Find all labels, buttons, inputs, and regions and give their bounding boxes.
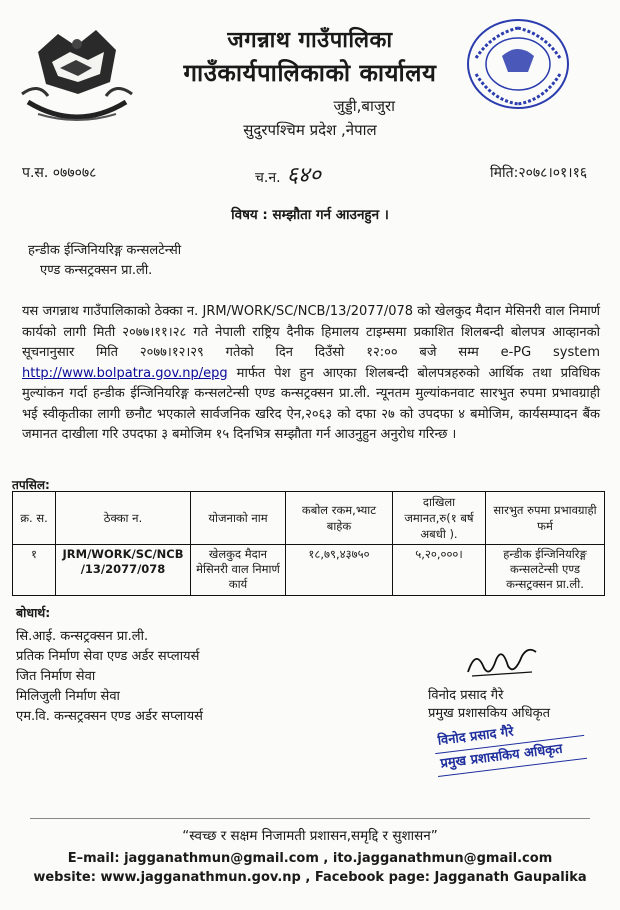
addressee-line-2: एण्ड कन्सट्रक्सन प्रा.ली. bbox=[40, 263, 153, 278]
office-province: सुदुरपश्चिम प्रदेश ,नेपाल bbox=[243, 121, 377, 139]
list-item: जित निर्माण सेवा bbox=[16, 669, 96, 684]
bolpatra-link[interactable]: http://www.bolpatra.gov.np/epg bbox=[22, 365, 228, 381]
footer-email: E–mail: jagganathmun@gmail.com , ito.jagganathmun@gmail.com bbox=[67, 851, 553, 866]
letter-date: मिति:२०७८।०१।१६ bbox=[490, 165, 588, 181]
cc-label: बोधार्थ: bbox=[16, 605, 51, 620]
cell-guarantee: ५,२०,०००। bbox=[393, 545, 486, 596]
name-seal bbox=[433, 713, 588, 781]
cell-contract: JRM/WORK/SC/NCB /13/2077/078 bbox=[56, 545, 191, 596]
patra-sankhya: प.स. ०७७०७८ bbox=[22, 165, 97, 181]
footer-motto: “स्वच्छ र सक्षम निजामती प्रशासन,समृद्दि र सुशासन” bbox=[182, 828, 438, 844]
table-header-row bbox=[13, 492, 605, 545]
cell-sn: १ bbox=[13, 545, 56, 596]
office-location: जुड्डी,बाजुरा bbox=[333, 97, 395, 115]
list-item: एम.वि. कन्सट्रक्सन एण्ड अर्डर सप्लायर्स bbox=[16, 709, 203, 724]
cc-list bbox=[16, 627, 203, 727]
addressee-line-1: हन्डीक ईन्जिनियरिङ्ग कन्सलटेन्सी bbox=[28, 243, 182, 258]
cell-project: खेलकुद मैदान मेसिनरी वाल निमार्ण कार्य bbox=[191, 545, 286, 596]
footer-website: website: www.jagganathmun.gov.np , Facebook page: Jagganath Gaupalika bbox=[33, 870, 587, 885]
handwritten-signature bbox=[462, 642, 542, 682]
signatory-title: प्रमुख प्रशासकिय अधिकृत bbox=[428, 706, 551, 721]
signatory-name: विनोद प्रसाद गैरे bbox=[428, 688, 504, 703]
table-row bbox=[13, 545, 605, 596]
header-contract: ठेक्का न. bbox=[56, 492, 191, 545]
office-name: गाउँकार्यपालिकाको कार्यालय bbox=[183, 59, 437, 87]
list-item: मिलिजुली निर्माण सेवा bbox=[16, 689, 120, 704]
body-text-part-1: यस जगन्नाथ गाउँपालिकाको ठेक्का न. JRM/WORK/SC/NCB/13/2077/078 को खेलकुद मैदान मेसिनरी वाल निमार्ण कार्यको लागी मिती २०७७।११।२८ गते नेपाली राष्ट्रिय दैनीक हिमालय टाइम्समा प्रकाशित शिलबन्दी बोलपत्र आव्हानको सूचनानुसार मिति २०७७।१२।२९ गतेको दिन दिउँसो १२:०० बजे सम्म e-PG system bbox=[22, 304, 600, 360]
seal-title: प्रमुख प्रशासकिय अधिकृत bbox=[435, 736, 587, 777]
header-firm: सारभुत रुपमा प्रभावग्राही फर्म bbox=[486, 492, 605, 545]
subject-line: विषय : सम्झौता गर्न आउनहुन । bbox=[231, 207, 389, 223]
header-guarantee: दाखिला जमानत,रु(१ बर्ष अबधी ). bbox=[393, 492, 486, 545]
list-item: सि.आई. कन्सट्रक्सन प्रा.ली. bbox=[16, 629, 149, 644]
cell-amount: १८,७९,४३७५० bbox=[286, 545, 393, 596]
org-name: जगन्नाथ गाउँपालिका bbox=[227, 28, 393, 53]
chalani-value: ६४० bbox=[286, 163, 321, 188]
seal-name: विनोद प्रसाद गैरे bbox=[433, 713, 585, 754]
table-label: तपसिल: bbox=[12, 478, 50, 492]
body-paragraph bbox=[22, 302, 600, 446]
footer-divider bbox=[30, 818, 590, 819]
chalani-number bbox=[255, 159, 321, 189]
cell-firm: हन्डीक ईन्जिनियरिङ्ग कन्सलटेन्सी एण्ड कन्सट्रक्सन प्रा.ली. bbox=[486, 545, 605, 596]
chalani-label: च.न. bbox=[255, 170, 281, 186]
header-sn: क्र. स. bbox=[13, 492, 56, 545]
body-text-part-2: मार्फत पेश हुन आएका शिलबन्दी बोलपत्रहरुको आर्थिक तथा प्रविधिक मुल्यांकन गर्दा हन्डीक ईन्जिनियरिङ्ग कन्सलटेन्सी एण्ड कन्सट्रक्सन प्रा.ली. न्यूनतम मुल्यांकनवाट सारभुत रुपमा प्रभावग्राही भई स्वीकृतीका लागी छनौट भएकाले सार्वजनिक खरिद ऐन,२०६३ को दफा २७ को उपदफा ४ बमोजिम, कार्यसम्पादन बैंक जमानत दाखीला गरि उपदफा ३ बमोजिम १५ दिनभित्र सम्झौता गर्न आउनुहुन अनुरोध गरिन्छ । bbox=[22, 365, 600, 442]
list-item: प्रतिक निर्माण सेवा एण्ड अर्डर सप्लायर्स bbox=[16, 649, 200, 664]
contract-table bbox=[12, 491, 605, 596]
header-amount: कबोल रकम,भ्याट बाहेक bbox=[286, 492, 393, 545]
header-project: योजनाको नाम bbox=[191, 492, 286, 545]
